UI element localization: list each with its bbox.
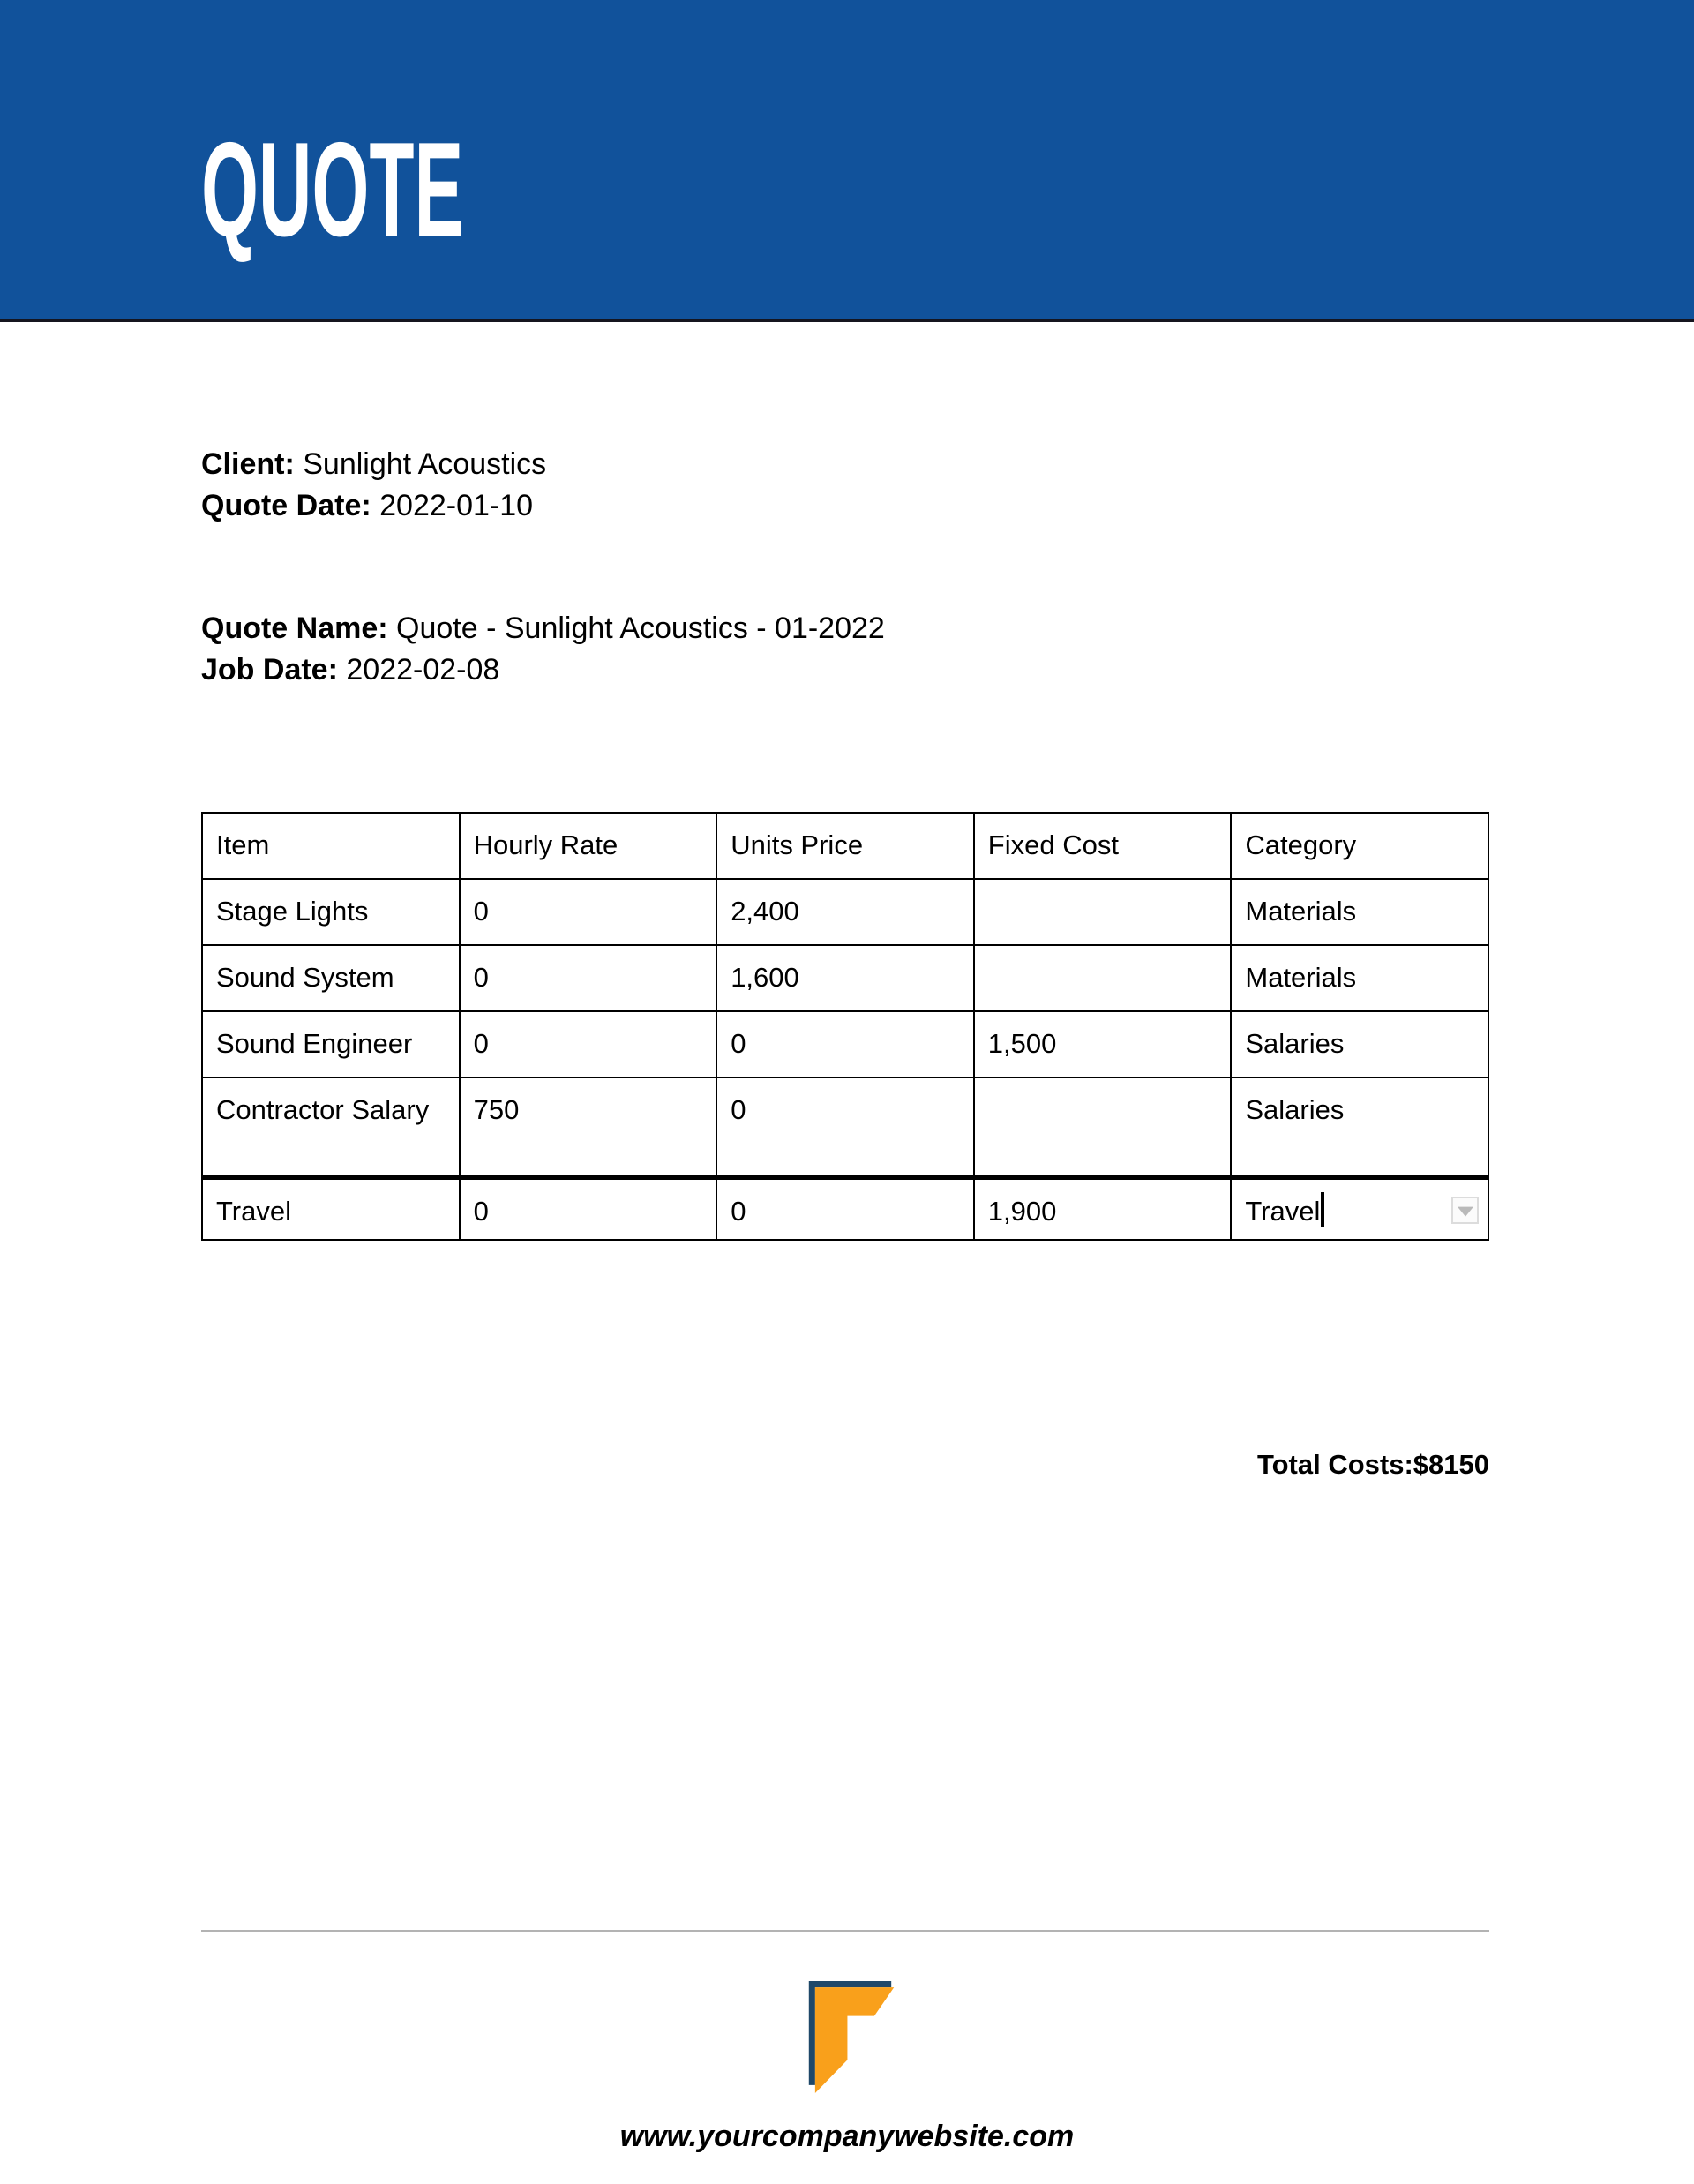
cell-text: Materials [1245, 896, 1357, 927]
cell-text: 1,600 [731, 962, 799, 993]
cell-hourly-rate [460, 945, 717, 1011]
cell-item [202, 879, 460, 945]
client-info-block [201, 444, 546, 527]
column-header-category: Category [1231, 813, 1488, 879]
cell-category [1231, 879, 1488, 945]
table-row [202, 879, 1488, 945]
cell-hourly-rate [460, 1011, 717, 1077]
header-banner [0, 0, 1694, 322]
quote-name-label: Quote Name: [201, 612, 388, 645]
cell-category [1231, 1011, 1488, 1077]
cell-fixed-cost [974, 945, 1232, 1011]
cell-text: Materials [1245, 962, 1357, 993]
footer-divider [201, 1930, 1489, 1932]
table-row [202, 1077, 1488, 1177]
table-row [202, 1177, 1488, 1240]
total-costs-label: Total Costs: [1256, 1449, 1413, 1480]
cell-units-price [716, 879, 974, 945]
quote-name-line [201, 608, 885, 649]
cell-text: 0 [731, 1196, 746, 1227]
quote-name-value: Quote - Sunlight Acoustics - 01-2022 [396, 612, 885, 645]
page-title: QUOTE [201, 115, 464, 265]
cell-text: 0 [473, 896, 489, 927]
cell-units-price [716, 1177, 974, 1240]
quote-date-label: Quote Date: [201, 489, 371, 522]
quote-date-value: 2022-01-10 [379, 489, 534, 522]
cell-category[interactable] [1231, 1177, 1488, 1240]
cell-text: 0 [731, 1094, 746, 1125]
cell-text: 0 [473, 962, 489, 993]
table-body [202, 879, 1488, 1240]
client-value: Sunlight Acoustics [303, 447, 547, 481]
category-dropdown-button[interactable] [1451, 1197, 1479, 1224]
cell-units-price [716, 1011, 974, 1077]
cell-fixed-cost [974, 1077, 1232, 1177]
cell-text: 0 [731, 1028, 746, 1059]
cell-text: Salaries [1245, 1094, 1345, 1125]
website-url: www.yourcompanywebsite.com [619, 2120, 1075, 2153]
total-costs-line [201, 1449, 1489, 1481]
client-label: Client: [201, 447, 295, 481]
cell-text: 1,500 [987, 1028, 1057, 1059]
cell-text: Salaries [1245, 1028, 1345, 1059]
cell-text: Sound Engineer [216, 1028, 413, 1059]
cell-fixed-cost [974, 879, 1232, 945]
job-date-value: 2022-02-08 [346, 653, 500, 687]
quote-items-table [201, 812, 1489, 1241]
cell-text: 750 [473, 1094, 520, 1125]
cell-text: 0 [473, 1028, 489, 1059]
column-header-hourly-rate: Hourly Rate [460, 813, 717, 879]
text-cursor [1321, 1192, 1324, 1227]
cell-category [1231, 1077, 1488, 1177]
company-logo [806, 1978, 896, 2095]
cell-item [202, 945, 460, 1011]
cell-fixed-cost [974, 1011, 1232, 1077]
quote-info-block [201, 608, 885, 691]
cell-text: 1,900 [987, 1196, 1057, 1227]
cell-category [1231, 945, 1488, 1011]
job-date-line [201, 649, 885, 691]
cell-text: 2,400 [731, 896, 799, 927]
cell-item [202, 1177, 460, 1240]
chevron-down-icon [1458, 1206, 1473, 1216]
cell-hourly-rate [460, 879, 717, 945]
quote-date-line [201, 485, 546, 527]
job-date-label: Job Date: [201, 653, 338, 687]
logo-orange-shape [815, 1987, 894, 2093]
cell-text: Travel [1245, 1196, 1321, 1227]
cell-text: 0 [473, 1196, 489, 1227]
cell-units-price [716, 945, 974, 1011]
column-header-units-price: Units Price [716, 813, 974, 879]
column-header-item: Item [202, 813, 460, 879]
table-header-row [202, 813, 1488, 879]
cell-item [202, 1011, 460, 1077]
cell-units-price [716, 1077, 974, 1177]
cell-text: Contractor Salary [216, 1094, 430, 1125]
cell-text: Stage Lights [216, 896, 369, 927]
cell-text: Travel [216, 1196, 291, 1227]
table-row [202, 1011, 1488, 1077]
cell-item [202, 1077, 460, 1177]
cell-fixed-cost [974, 1177, 1232, 1240]
column-header-fixed-cost: Fixed Cost [974, 813, 1232, 879]
client-line [201, 444, 546, 485]
total-costs-value: $8150 [1413, 1449, 1489, 1480]
cell-hourly-rate [460, 1077, 717, 1177]
cell-text: Sound System [216, 962, 394, 993]
cell-hourly-rate [460, 1177, 717, 1240]
table-row [202, 945, 1488, 1011]
